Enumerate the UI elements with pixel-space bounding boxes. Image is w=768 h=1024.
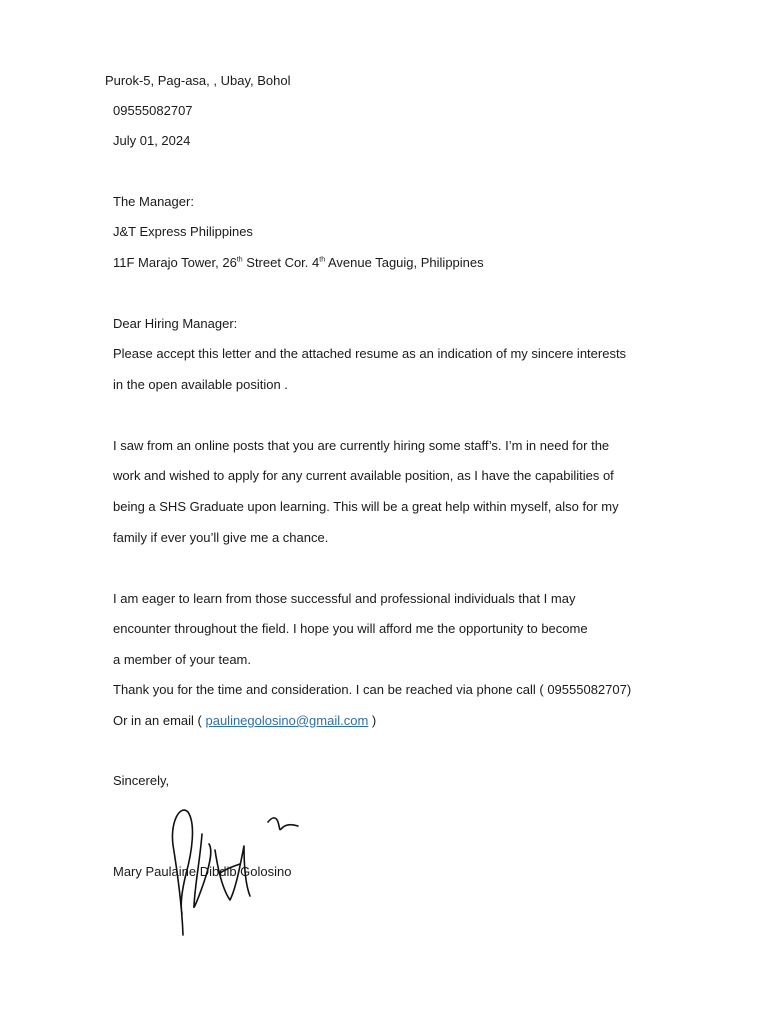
email-prefix: Or in an email (: [113, 713, 206, 728]
recipient-address: [113, 255, 484, 271]
paragraph-3-line: a member of your team.: [113, 652, 251, 667]
letter-date: July 01, 2024: [113, 133, 191, 148]
sign-off: Sincerely,: [113, 773, 170, 788]
paragraph-2-line: work and wished to apply for any current available position, as I have the capabilities of: [113, 468, 614, 483]
ordinal-suffix: th: [319, 256, 326, 264]
email-link[interactable]: paulinegolosino@gmail.com: [205, 713, 369, 728]
thanks-line: Thank you for the time and consideration. I can be reached via phone call ( 09555082707): [113, 682, 632, 697]
email-suffix: ): [368, 713, 377, 728]
sender-phone: 09555082707: [113, 103, 193, 118]
recipient-title: The Manager:: [113, 194, 194, 209]
paragraph-2-line: family if ever you’ll give me a chance.: [113, 530, 329, 545]
signatory-name: Mary Paulaine Dibdib Golosino: [113, 864, 292, 879]
paragraph-3-line: encounter throughout the field. I hope you will afford me the opportunity to become: [113, 621, 588, 636]
recipient-address-part-1: 11F Marajo Tower, 26: [113, 255, 237, 270]
sender-address: Purok-5, Pag-asa, , Ubay, Bohol: [105, 73, 291, 88]
paragraph-1-line: Please accept this letter and the attached resume as an indication of my sincere interests: [113, 346, 627, 361]
email-line: [113, 713, 376, 729]
salutation: Dear Hiring Manager:: [113, 316, 238, 331]
paragraph-1-line: in the open available position .: [113, 377, 288, 392]
paragraph-3-line: I am eager to learn from those successful and professional individuals that I may: [113, 591, 576, 606]
recipient-company: J&T Express Philippines: [113, 224, 253, 239]
recipient-address-part-2: Street Cor. 4: [242, 255, 320, 270]
paragraph-2-line: I saw from an online posts that you are currently hiring some staff’s. I’m in need for the: [113, 438, 610, 453]
ordinal-suffix: th: [236, 256, 243, 264]
recipient-address-part-3: Avenue Taguig, Philippines: [325, 255, 484, 270]
paragraph-2-line: being a SHS Graduate upon learning. This will be a great help within myself, also for my: [113, 499, 619, 514]
signature: [160, 800, 320, 945]
